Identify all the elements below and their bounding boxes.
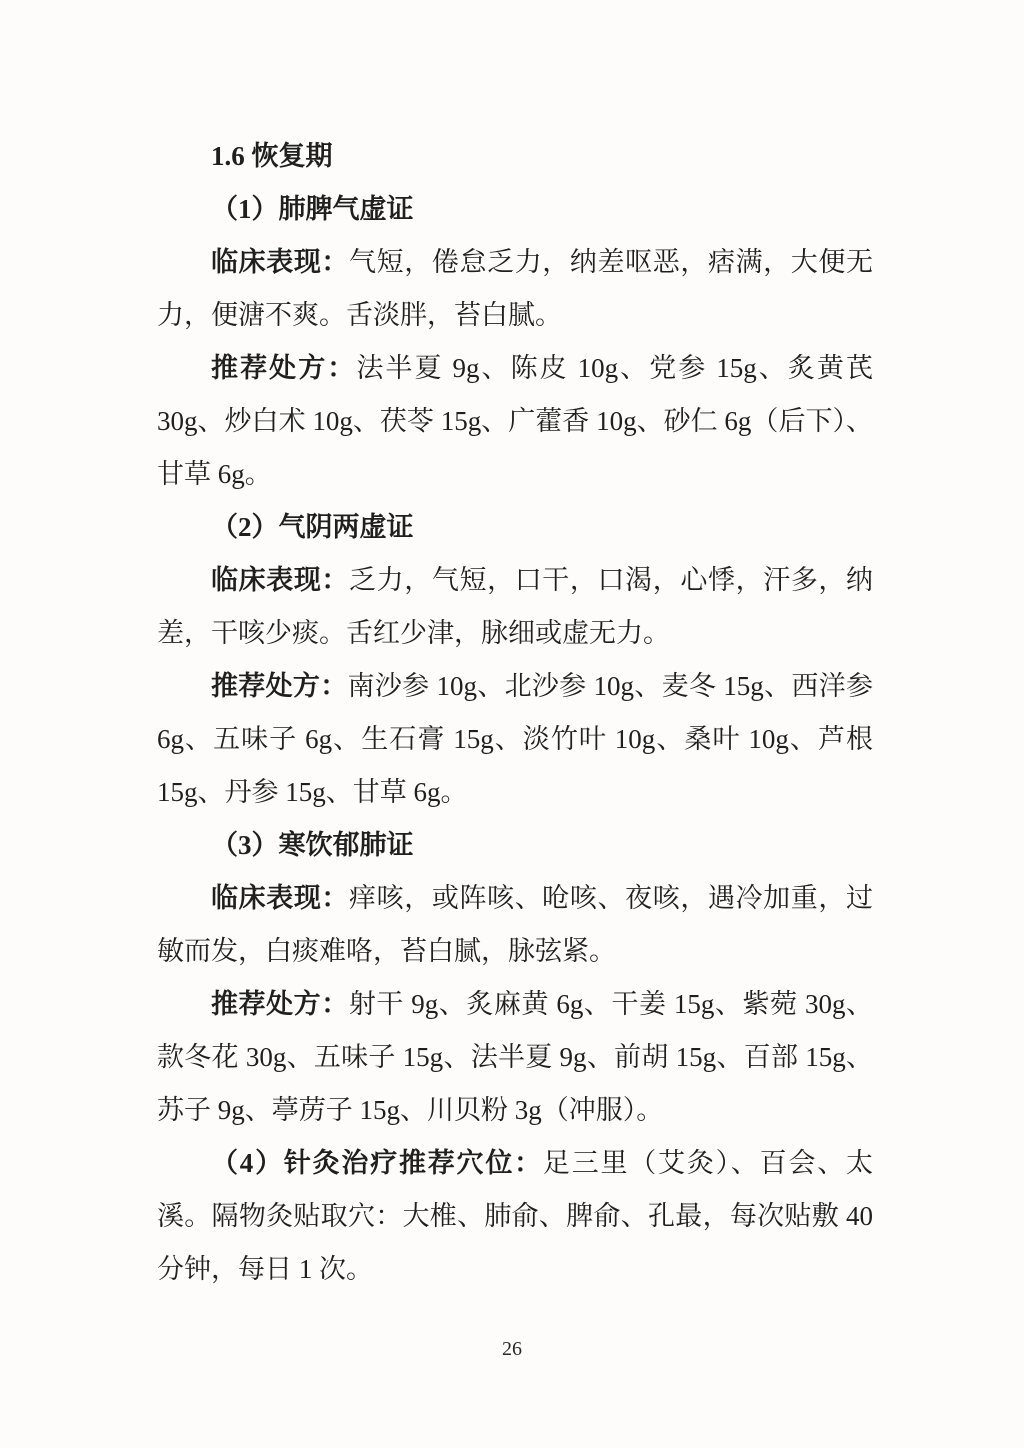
page-number: 26: [502, 1338, 522, 1360]
subsection-heading-text: （2）气阴两虚证: [211, 512, 414, 542]
paragraph-acupuncture: [157, 1137, 873, 1296]
subsection-heading-text: （1）肺脾气虚证: [211, 194, 414, 224]
paragraph-text: 射干 9g、炙麻黄 6g、干姜 15g、紫菀 30g、款冬花 30g、五味子 15g、法半夏 9g、前胡 15g、百部 15g、苏子 9g、葶苈子 15g、川贝粉 3g（冲服）。: [157, 989, 874, 1125]
paragraph-label: 推荐处方：: [211, 353, 357, 383]
subsection-heading-text: （3）寒饮郁肺证: [211, 830, 414, 860]
paragraph-recommended-prescription: [157, 342, 873, 501]
paragraph-text: 足三里（艾灸）、百会、太溪。隔物灸贴取穴：大椎、肺俞、脾俞、孔最，每次贴敷 40 分钟，每日 1 次。: [157, 1148, 874, 1284]
paragraph-recommended-prescription: [157, 660, 873, 819]
section-heading: [157, 130, 873, 183]
paragraph-clinical-manifestation: [157, 554, 873, 660]
paragraph-text: 南沙参 10g、北沙参 10g、麦冬 15g、西洋参 6g、五味子 6g、生石膏 15g、淡竹叶 10g、桑叶 10g、芦根 15g、丹参 15g、甘草 6g。: [157, 671, 874, 807]
paragraph-text: 痒咳，或阵咳、呛咳、夜咳，遇冷加重，过敏而发，白痰难咯，苔白腻，脉弦紧。: [157, 883, 874, 966]
subsection-heading: [157, 819, 873, 872]
paragraph-label: 推荐处方：: [211, 671, 348, 701]
paragraph-clinical-manifestation: [157, 872, 873, 978]
paragraph-recommended-prescription: [157, 978, 873, 1137]
paragraph-text: 法半夏 9g、陈皮 10g、党参 15g、炙黄芪 30g、炒白术 10g、茯苓 15g、广藿香 10g、砂仁 6g（后下）、甘草 6g。: [157, 353, 874, 489]
paragraph-label: 推荐处方：: [211, 989, 349, 1019]
subsection-heading: [157, 183, 873, 236]
subsection-heading: [157, 501, 873, 554]
paragraph-label: 临床表现：: [211, 883, 350, 913]
section-heading-text: 1.6 恢复期: [211, 141, 333, 171]
paragraph-text: 乏力，气短，口干，口渴，心悸，汗多，纳差，干咳少痰。舌红少津，脉细或虚无力。: [157, 565, 874, 648]
paragraph-label: 临床表现：: [211, 565, 350, 595]
paragraph-label: 临床表现：: [211, 247, 350, 277]
paragraph-clinical-manifestation: [157, 236, 873, 342]
document-body: [157, 130, 873, 1296]
paragraph-label: （4）针灸治疗推荐穴位：: [211, 1148, 543, 1178]
paragraph-text: 气短，倦怠乏力，纳差呕恶，痞满，大便无力，便溏不爽。舌淡胖，苔白腻。: [157, 247, 874, 330]
